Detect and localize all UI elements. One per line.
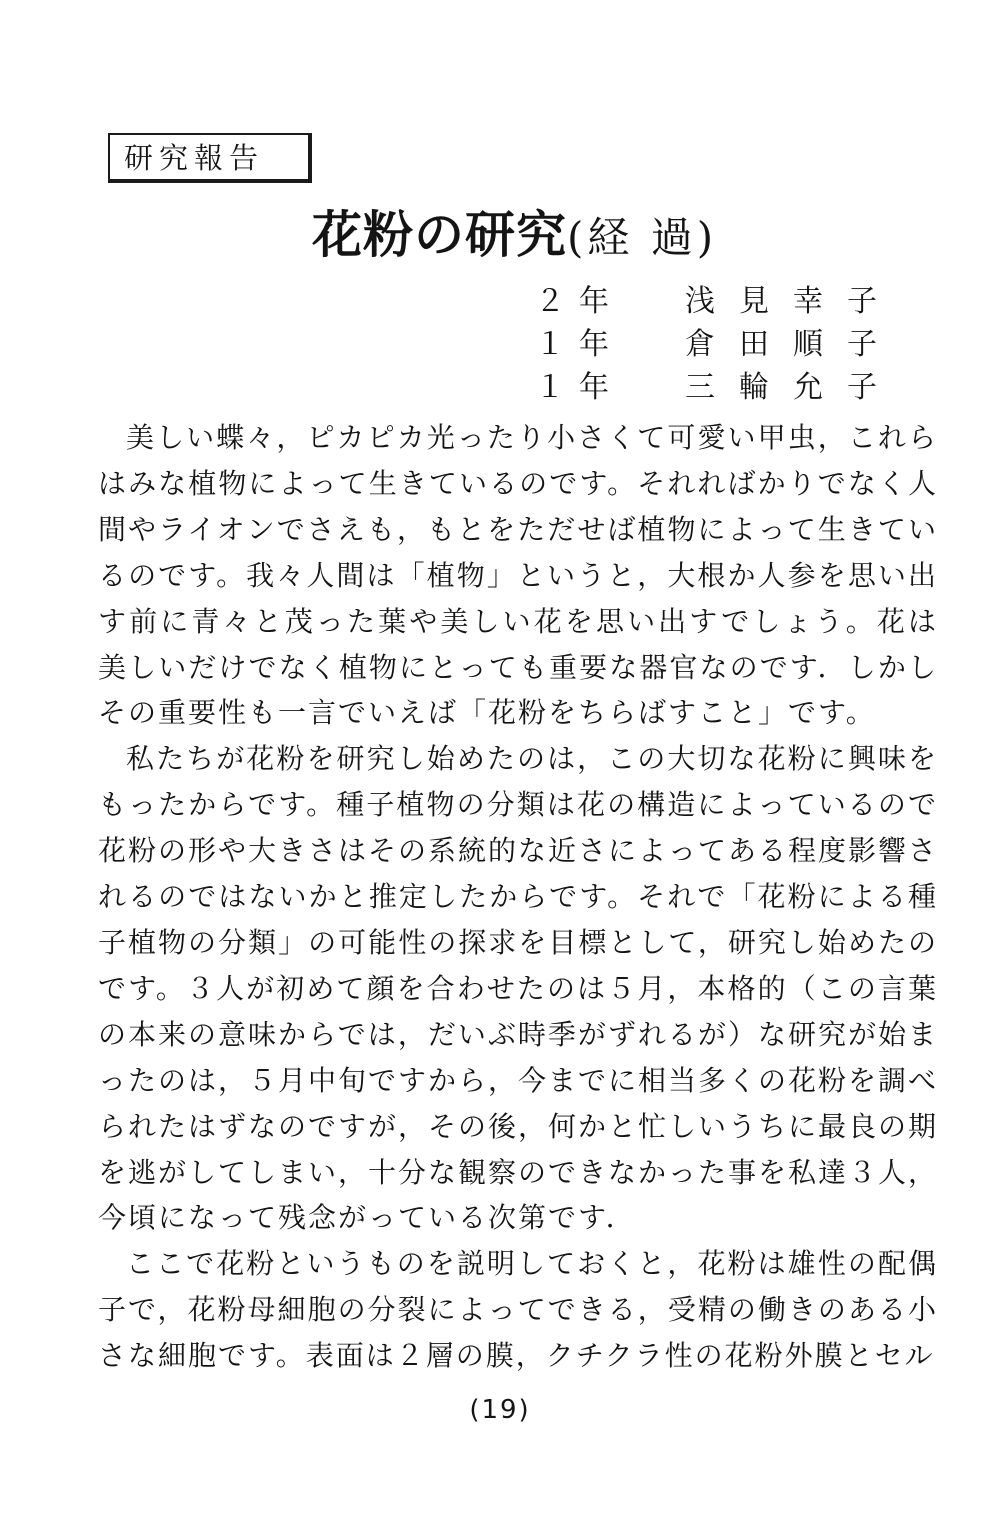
author-row — [535, 366, 935, 409]
paragraph-1: 美しい蝶々，ピカピカ光ったり小さくて可愛い甲虫，これらはみな植物によって生きているのです。それればかりでなく人間やライオンでさえも，もとをただせば植物によって生きているのです。我々人間は「植物」というと，大根か人参を思い出す前に青々と茂った葉や美しい花を思い出すでしょう。花は美しいだけでなく植物にとっても重要な器官なのです．しかしその重要性も一言でいえば「花粉をちらばすこと」です。 — [98, 421, 938, 730]
author-name: 三輪允子 — [685, 370, 901, 405]
author-grade: １年 — [535, 327, 623, 362]
author-grade: １年 — [535, 370, 623, 405]
title-main: 花粉の研究 — [312, 205, 567, 264]
article-title — [312, 200, 717, 273]
body-text — [98, 415, 938, 1379]
paragraph-2: 私たちが花粉を研究し始めたのは，この大切な花粉に興味をもったからです。種子植物の分類は花の構造によっているので花粉の形や大きさはその系統的な近さによってある程度影響されるのではないかと推定したからです。それで「花粉による種子植物の分類」の可能性の探求を目標として，研究し始めたのです。３人が初めて顔を合わせたのは５月，本格的（この言葉の本来の意味からでは，だいぶ時季がずれるが）な研究が始まったのは，５月中旬ですから，今までに相当多くの花粉を調べられたはずなのですが，その後，何かと忙しいうちに最良の期を逃がしてしまい，十分な観察のできなかった事を私達３人，今頃になって残念がっている次第です． — [98, 742, 939, 1235]
page-number: (19) — [469, 1395, 531, 1425]
author-name: 倉田順子 — [685, 327, 901, 362]
author-grade: ２年 — [535, 284, 623, 319]
author-name: 浅見幸子 — [685, 284, 901, 319]
section-label-box: 研究報告 — [108, 133, 312, 183]
author-list — [535, 280, 935, 409]
author-row — [535, 280, 935, 323]
author-row — [535, 323, 935, 366]
title-note: (経 過) — [567, 213, 718, 262]
paragraph-3: ここで花粉というものを説明しておくと，花粉は雄性の配偶子で，花粉母細胞の分裂によってできる，受精の働きのある小さな細胞です。表面は２層の膜，クチクラ性の花粉外膜とセル — [98, 1247, 938, 1373]
